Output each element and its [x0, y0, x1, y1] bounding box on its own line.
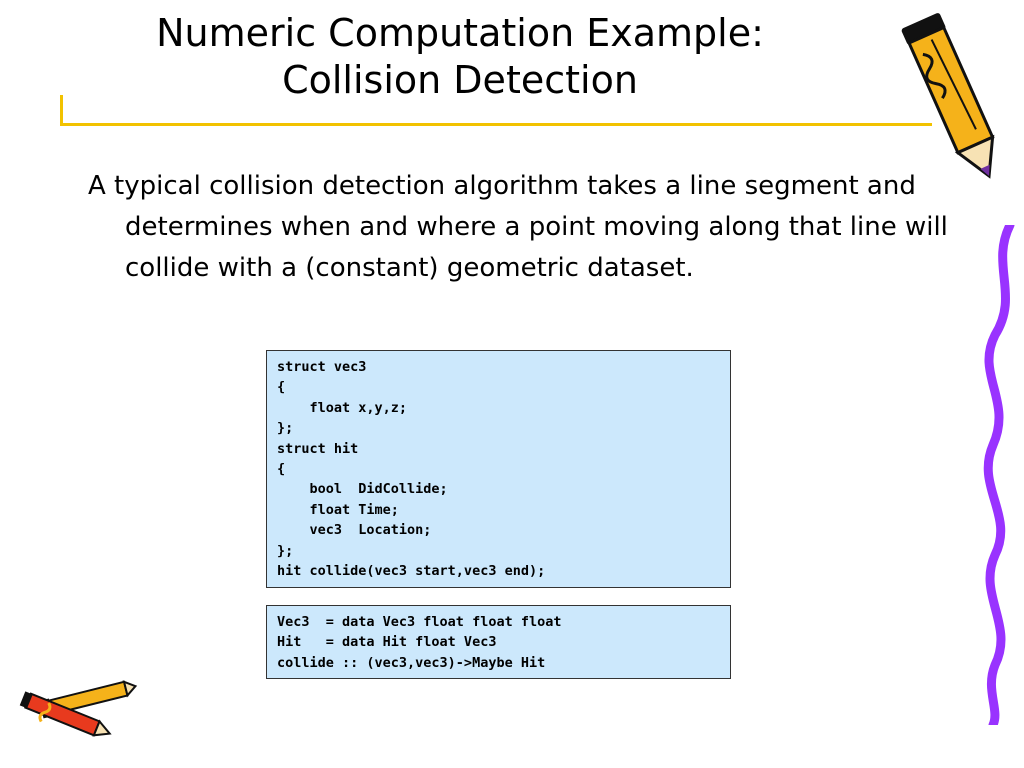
- code-line: Hit = data Hit float Vec3: [277, 634, 497, 651]
- pencils-icon: [15, 672, 140, 744]
- code-line: {: [277, 460, 286, 477]
- haskell-code-block: [266, 605, 731, 679]
- c-struct-code-block: [266, 350, 731, 588]
- code-line: float x,y,z;: [277, 399, 408, 416]
- pencil-icon: [895, 5, 1015, 190]
- code-line: vec3 Location;: [277, 522, 432, 539]
- code-line: bool DidCollide;: [277, 481, 448, 498]
- body-paragraph: A typical collision detection algorithm takes a line segment and determines when and where a point moving along that line will collide with a (constant) geometric dataset.: [88, 171, 948, 283]
- title-underline: [60, 123, 932, 126]
- code-line: collide :: (vec3,vec3)->Maybe Hit: [277, 654, 546, 671]
- code-line: {: [277, 379, 286, 396]
- purple-squiggle: [965, 225, 1024, 725]
- code-line: Vec3 = data Vec3 float float float: [277, 614, 562, 630]
- title-line-2: Collision Detection: [282, 58, 638, 102]
- title-line-1: Numeric Computation Example:: [156, 11, 764, 55]
- code-line: hit collide(vec3 start,vec3 end);: [277, 562, 546, 579]
- code-line: struct vec3: [277, 359, 367, 375]
- slide-title: [90, 10, 830, 104]
- code-line: };: [277, 542, 294, 559]
- code-line: };: [277, 420, 294, 437]
- title-underline-tick: [60, 95, 63, 126]
- code-line: float Time;: [277, 501, 399, 518]
- code-line: struct hit: [277, 440, 359, 457]
